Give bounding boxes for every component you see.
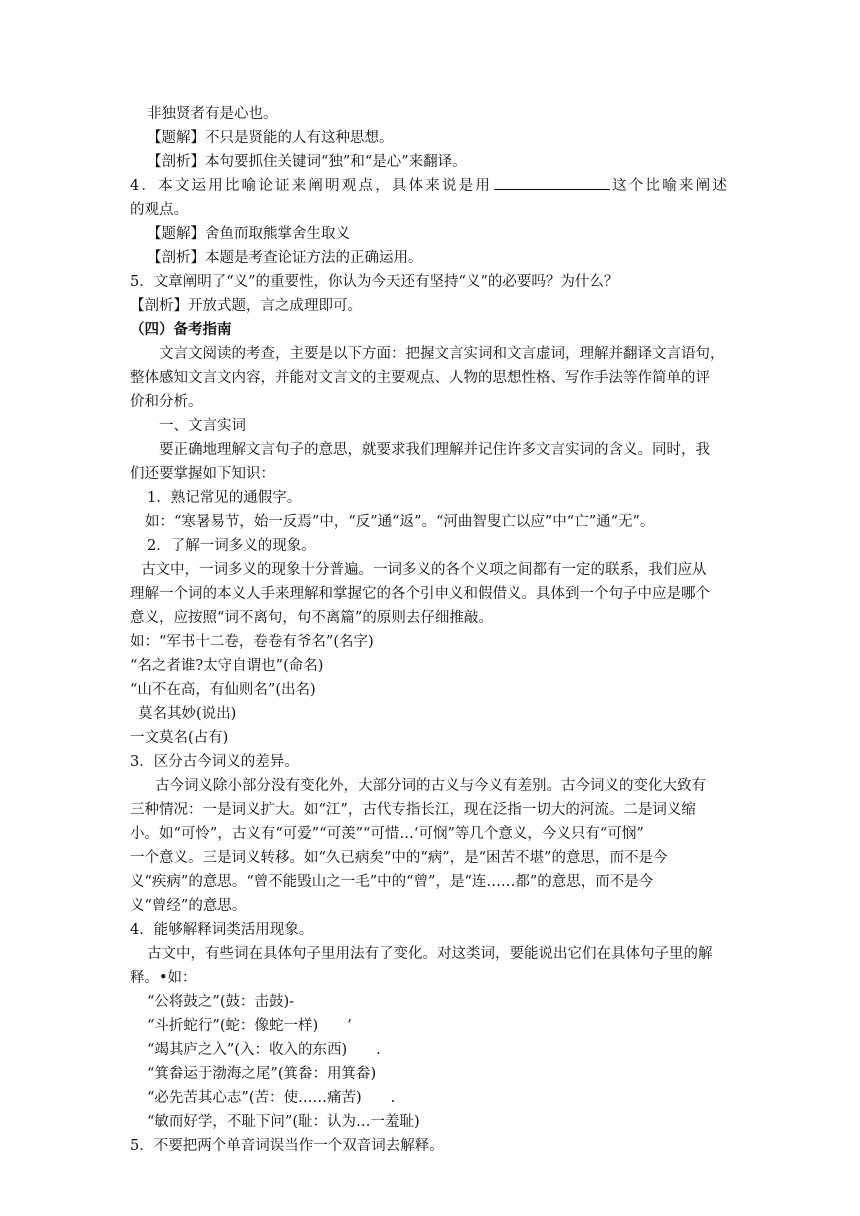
text-line: 整体感知文言文内容，并能对文言文的主要观点、人物的思想性格、写作手法等作简单的评 [130, 370, 710, 386]
answer-blank [494, 175, 610, 190]
text-line: “敏而好学，不耻下问”(耻：认为…一羞耻) [147, 1114, 420, 1130]
text-line: 1．熟记常见的通假字。 [147, 490, 302, 506]
text-line: 5．不要把两个单音词误当作一个双音词去解释。 [130, 1138, 444, 1154]
text-line: 4．本文运用比喻论证来阐明观点，具体来说是用 [130, 178, 493, 194]
text-line: 理解一个词的本义人手来理解和掌握它的各个引申义和假借义。具体到一个句子中应是哪个 [130, 586, 710, 602]
text-line: “名之者谁?太守自谓也”(命名) [130, 658, 324, 674]
text-line: “必先苦其心志”(苦：使……痛苦) . [147, 1090, 396, 1106]
text-line: 2．了解一词多义的现象。 [147, 538, 316, 554]
text-line: “斗折蛇行”(蛇：像蛇一样) ’ [147, 1018, 352, 1034]
text-line: 【题解】不只是贤能的人有这种思想。 [147, 130, 394, 146]
text-line: 三种情况：一是词义扩大。如“江”，古代专指长江，现在泛指一切大的河流。二是词义缩 [130, 802, 696, 818]
text-line: 价和分析。 [130, 394, 203, 410]
text-line: 非独贤者有是心也。 [147, 106, 278, 122]
text-line: 3．区分古今词义的差异。 [130, 754, 299, 770]
text-line: 释。•如： [130, 970, 197, 986]
text-line: 如：“军书十二卷，卷卷有爷名”(名字) [130, 634, 374, 650]
text-line: 们还要掌握如下知识： [130, 466, 275, 482]
text-line: 要正确地理解文言句子的意思，就要求我们理解并记住许多文言实词的含义。同时，我 [159, 442, 710, 458]
text-line: 一个意义。三是词义转移。如“久已病矣”中的“病”，是“困苦不堪”的意思，而不是今 [130, 850, 668, 866]
text-line: 意义，应按照“词不离句，句不离篇”的原则去仔细推敲。 [130, 610, 493, 626]
text-line: 如：“寒暑易节，始一反焉”中，“反”通“返”。“河曲智叟亡以应”中“亡”通“无”。 [145, 514, 655, 530]
question-4 [130, 175, 729, 197]
text-line: 【剖析】开放式题，言之成理即可。 [130, 298, 362, 314]
text-line: “公将鼓之”(鼓：击鼓)- [147, 994, 295, 1010]
text-line: “箕畚运于渤海之尾”(箕畚：用箕畚) [147, 1066, 377, 1082]
text-line: 义“疾病”的意思。“曾不能毁山之一毛”中的“曾”，是“连……都”的意思，而不是今 [130, 874, 654, 890]
text-line: 【剖析】本题是考查论证方法的正确运用。 [147, 250, 423, 266]
text-line: 这个比喻来阐述 [612, 178, 730, 194]
text-line: 【题解】舍鱼而取熊掌舍生取义 [147, 226, 350, 242]
text-line: 古文中，一词多义的现象十分普遍。一词多义的各个义项之间都有一定的联系，我们应从 [141, 562, 707, 578]
text-line: 文言文阅读的考查，主要是以下方面：把握文言实词和文言虚词，理解并翻译文言语句， [159, 346, 725, 362]
text-line: “山不在高，有仙则名”(出名) [130, 682, 316, 698]
text-line: 古文中，有些词在具体句子里用法有了变化。对这类词，要能说出它们在具体句子里的解 [147, 946, 713, 962]
text-line: 古今词义除小部分没有变化外，大部分词的古义与今义有差别。古今词义的变化大致有 [155, 778, 706, 794]
text-line: 小。如“可怜”，古义有“可爱”“可羡”“可惜…‘可悯”等几个意义，今义只有“可悯” [130, 826, 644, 842]
text-line: 一文莫名(占有) [130, 730, 229, 746]
text-line: “竭其庐之入”(入：收入的东西) . [147, 1042, 381, 1058]
text-line: 义“曾经”的意思。 [130, 898, 247, 914]
text-line: 5．文章阐明了“义”的重要性，你认为今天还有坚持“义”的必要吗？为什么？ [130, 274, 619, 290]
text-line: 的观点。 [130, 202, 188, 218]
text-line: 【剖析】本句要抓住关键词“独”和“是心”来翻译。 [147, 154, 467, 170]
text-line: 莫名其妙(说出) [138, 706, 237, 722]
text-line: 4．能够解释词类活用现象。 [130, 922, 314, 938]
subheading: 一、文言实词 [159, 418, 246, 434]
section-heading: （四）备考指南 [130, 321, 232, 338]
